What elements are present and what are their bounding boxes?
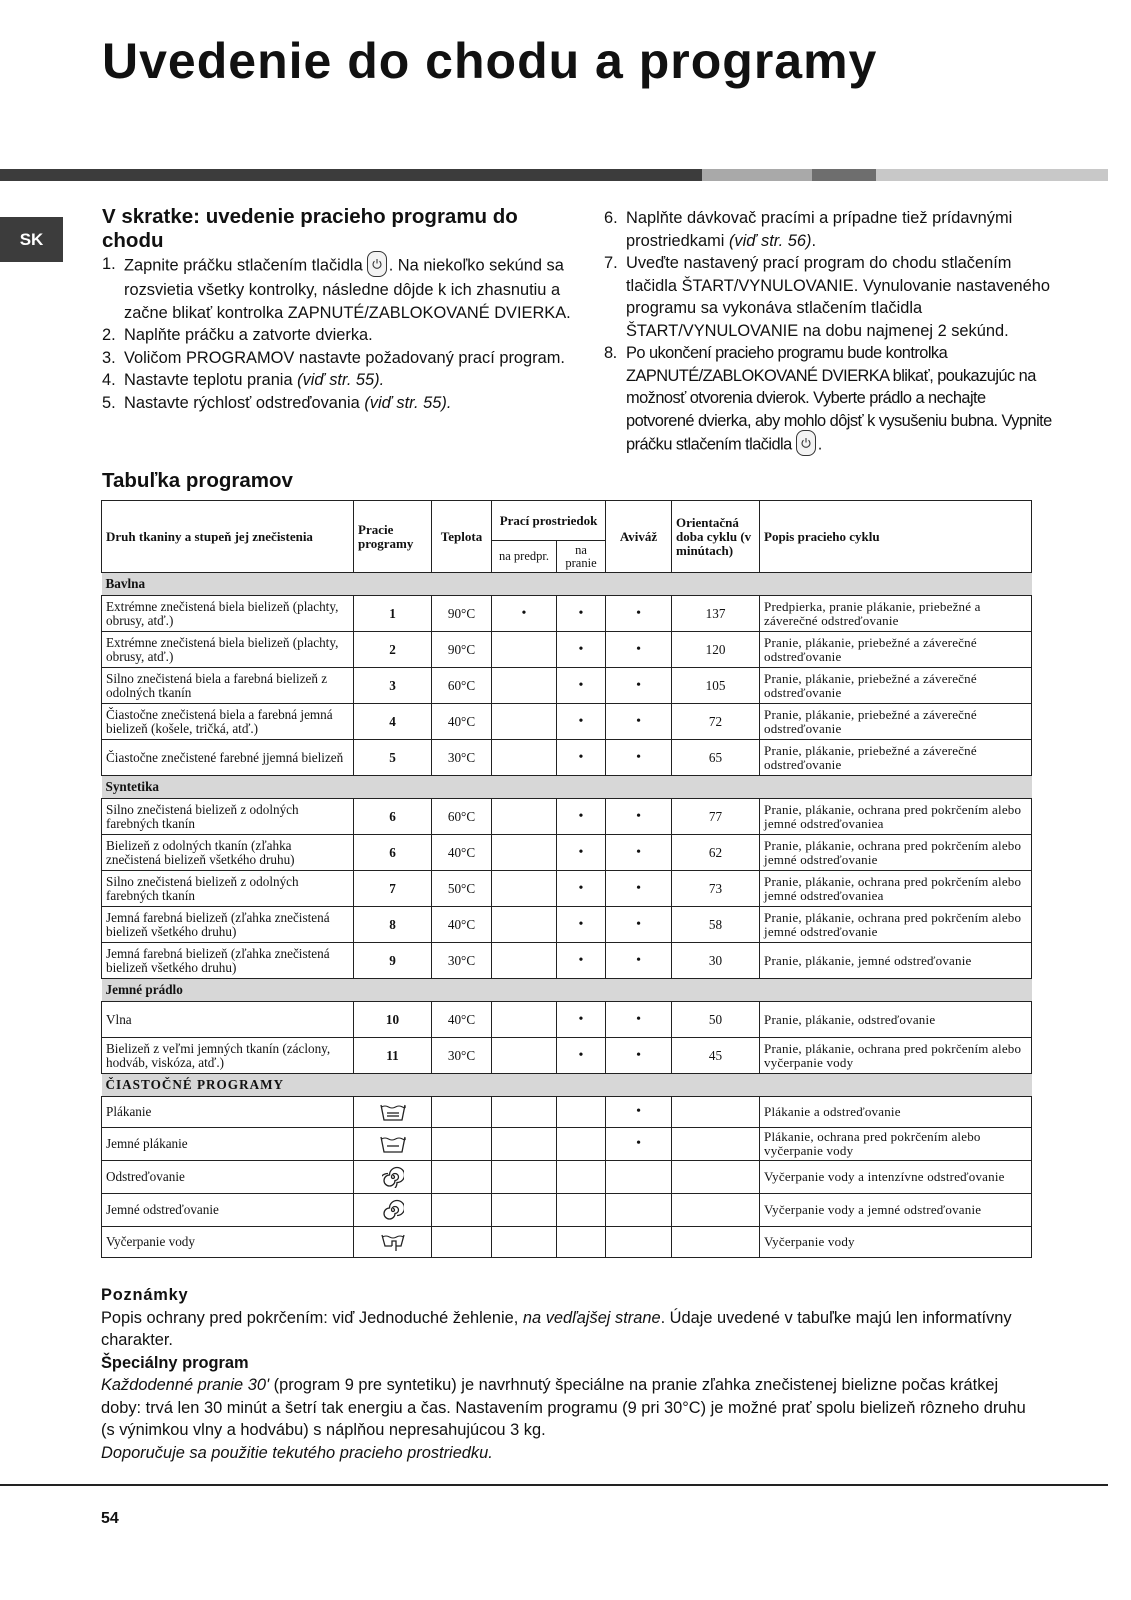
special-program-heading: Špeciálny program	[101, 1353, 249, 1372]
step-number: 7.	[604, 254, 618, 272]
wash-detergent-cell	[557, 1227, 606, 1258]
softener-cell	[606, 1194, 672, 1227]
prewash-detergent-cell	[492, 740, 557, 776]
spin-symbol-icon	[358, 1166, 427, 1188]
wash-detergent-cell: •	[557, 835, 606, 871]
fabric-cell: Jemná farebná bielizeň (zľahka znečistená bielizeň všetkého druhu)	[102, 907, 354, 943]
program-number-cell: 2	[354, 632, 432, 668]
program-symbol-cell	[354, 1161, 432, 1194]
intro-heading: V skratke: uvedenie pracieho programu do chodu	[102, 205, 518, 252]
cycle-description-cell: Predpierka, pranie plákanie, priebežné a záverečné odstreďovanie	[760, 596, 1032, 632]
softener-cell: •	[606, 835, 672, 871]
intro-right-column	[604, 207, 1054, 458]
program-number-cell: 10	[354, 1002, 432, 1038]
step-number: 1.	[102, 255, 116, 273]
cycle-description-cell: Pranie, plákanie, ochrana pred pokrčením alebo jemné odstreďovaniea	[760, 799, 1032, 835]
cycle-description-cell: Vyčerpanie vody a jemné odstreďovanie	[760, 1194, 1032, 1227]
temperature-cell	[432, 1097, 492, 1128]
softener-cell: •	[606, 596, 672, 632]
temperature-cell: 50°C	[432, 871, 492, 907]
softener-cell: •	[606, 1002, 672, 1038]
wash-detergent-cell	[557, 1128, 606, 1161]
special-program-text	[101, 1374, 1036, 1442]
table-row	[102, 1038, 1032, 1074]
table-row	[102, 1194, 1032, 1227]
prewash-detergent-cell	[492, 1038, 557, 1074]
fabric-cell: Čiastočne znečistená biela a farebná jemná bielizeň (košele, tričká, atď.)	[102, 704, 354, 740]
temperature-cell	[432, 1128, 492, 1161]
softener-cell: •	[606, 1097, 672, 1128]
header-fabric: Druh tkaniny a stupeň jej znečistenia	[102, 501, 354, 573]
wash-detergent-cell: •	[557, 596, 606, 632]
header-detergent: Prací prostriedok	[492, 501, 606, 541]
footer-rule	[0, 1484, 1108, 1486]
notes-text-b: . Údaje uvedené v tabuľke majú len informatívny charakter.	[101, 1308, 1012, 1349]
header-rule-mid	[812, 169, 876, 181]
prewash-detergent-cell	[492, 704, 557, 740]
step-number: 6.	[604, 209, 618, 227]
fabric-cell: Bielizeň z veľmi jemných tkanín (záclony, hodváb, viskóza, atď.)	[102, 1038, 354, 1074]
step-text: Nastavte teplotu prania	[124, 371, 298, 389]
duration-cell: 72	[672, 704, 760, 740]
softener-cell: •	[606, 1128, 672, 1161]
temperature-cell: 60°C	[432, 799, 492, 835]
temperature-cell: 30°C	[432, 943, 492, 979]
power-button-icon	[796, 430, 816, 456]
header-detergent-prewash: na predpr.	[492, 541, 557, 573]
temperature-cell: 90°C	[432, 632, 492, 668]
header-description: Popis pracieho cyklu	[760, 501, 1032, 573]
program-number-cell: 6	[354, 799, 432, 835]
special-program-name: Každodenné pranie 30'	[101, 1376, 270, 1394]
cycle-description-cell: Pranie, plákanie, ochrana pred pokrčením alebo jemné odstreďovaniea	[760, 871, 1032, 907]
table-row	[102, 1128, 1032, 1161]
duration-cell	[672, 1194, 760, 1227]
program-symbol-cell	[354, 1128, 432, 1161]
wash-detergent-cell: •	[557, 907, 606, 943]
duration-cell: 73	[672, 871, 760, 907]
table-row	[102, 1161, 1032, 1194]
fabric-cell: Jemné plákanie	[102, 1128, 354, 1161]
header-rule-dark	[0, 169, 702, 181]
gentle-rinse-symbol-icon	[358, 1134, 427, 1154]
temperature-cell: 40°C	[432, 1002, 492, 1038]
duration-cell: 137	[672, 596, 760, 632]
cycle-description-cell: Pranie, plákanie, priebežné a záverečné odstreďovanie	[760, 704, 1032, 740]
wash-detergent-cell: •	[557, 943, 606, 979]
intro-step-5	[102, 392, 572, 415]
recommendation-text: Doporučuje sa použitie tekutého pracieho prostriedku.	[101, 1443, 493, 1462]
prewash-detergent-cell	[492, 1227, 557, 1258]
page-reference: (viď str. 55).	[364, 393, 452, 412]
section-name: Bavlna	[102, 573, 1032, 596]
softener-cell: •	[606, 907, 672, 943]
temperature-cell: 60°C	[432, 668, 492, 704]
step-number: 8.	[604, 344, 617, 362]
table-row	[102, 632, 1032, 668]
temperature-cell: 40°C	[432, 907, 492, 943]
special-program-recommendation	[101, 1442, 1036, 1465]
duration-cell: 120	[672, 632, 760, 668]
page-reference: (viď str. 55).	[297, 371, 385, 389]
cycle-description-cell: Plákanie a odstreďovanie	[760, 1097, 1032, 1128]
prewash-detergent-cell	[492, 799, 557, 835]
program-number-cell: 11	[354, 1038, 432, 1074]
step-text: Voličom PROGRAMOV nastavte požadovaný prací program.	[124, 348, 565, 367]
program-symbol-cell	[354, 1227, 432, 1258]
drain-symbol-icon	[358, 1232, 427, 1252]
notes-text-em: na vedľajšej strane	[522, 1308, 661, 1327]
wash-detergent-cell: •	[557, 799, 606, 835]
table-row	[102, 799, 1032, 835]
intro-step-8	[604, 342, 1054, 458]
wash-detergent-cell: •	[557, 871, 606, 907]
intro-step-6	[604, 207, 1054, 252]
header-rule-pale	[876, 169, 1108, 181]
table-row	[102, 871, 1032, 907]
cycle-description-cell: Pranie, plákanie, odstreďovanie	[760, 1002, 1032, 1038]
notes-section	[101, 1284, 1036, 1464]
fabric-cell: Silno znečistená bielizeň z odolných farebných tkanín	[102, 799, 354, 835]
step-text: Po ukončení pracieho programu bude kontrolka ZAPNUTÉ/ZABLOKOVANÉ DVIERKA blikať, poukazujúc na možnosť otvorenia dvierok. Vyberte prádlo a nechajte potvorené dvierka, aby mohlo dôjsť k vysušeniu bubna. Vypnite práčku stlačením tlačidla	[626, 344, 1052, 454]
rinse-symbol-icon	[358, 1102, 427, 1122]
wash-detergent-cell: •	[557, 632, 606, 668]
softener-cell: •	[606, 740, 672, 776]
cycle-description-cell: Plákanie, ochrana pred pokrčením alebo vyčerpanie vody	[760, 1128, 1032, 1161]
header-softener: Aviváž	[606, 501, 672, 573]
page-number: 54	[101, 1510, 119, 1527]
language-tab: SK	[0, 217, 63, 262]
step-text: Uveďte nastavený prací program do chodu stlačením tlačidla ŠTART/VYNULOVANIE. Vynulovanie nastaveného programu sa vykonáva stlačením tlačidla ŠTART/VYNULOVANIE na dobu najmenej 2 sekúnd.	[626, 254, 1050, 340]
softener-cell: •	[606, 799, 672, 835]
softener-cell: •	[606, 668, 672, 704]
program-number-cell: 8	[354, 907, 432, 943]
temperature-cell: 30°C	[432, 1038, 492, 1074]
page-title: Uvedenie do chodu a programy	[102, 33, 878, 89]
duration-cell: 50	[672, 1002, 760, 1038]
header-temperature: Teplota	[432, 501, 492, 573]
step-text: Naplňte práčku a zatvorte dvierka.	[124, 326, 373, 344]
softener-cell	[606, 1227, 672, 1258]
prewash-detergent-cell	[492, 1161, 557, 1194]
softener-cell	[606, 1161, 672, 1194]
wash-detergent-cell	[557, 1194, 606, 1227]
fabric-cell: Silno znečistená biela a farebná bielizeň z odolných tkanín	[102, 668, 354, 704]
temperature-cell: 40°C	[432, 835, 492, 871]
wash-detergent-cell: •	[557, 740, 606, 776]
fabric-cell: Jemná farebná bielizeň (zľahka znečistená bielizeň všetkého druhu)	[102, 943, 354, 979]
program-table-body	[102, 573, 1032, 1258]
fabric-cell: Vlna	[102, 1002, 354, 1038]
prewash-detergent-cell	[492, 632, 557, 668]
table-row	[102, 704, 1032, 740]
table-section-row	[102, 1074, 1032, 1097]
notes-text	[101, 1307, 1036, 1352]
temperature-cell: 30°C	[432, 740, 492, 776]
fabric-cell: Jemné odstreďovanie	[102, 1194, 354, 1227]
table-row	[102, 740, 1032, 776]
cycle-description-cell: Pranie, plákanie, priebežné a záverečné odstreďovanie	[760, 668, 1032, 704]
step-number: 3.	[102, 348, 116, 367]
duration-cell	[672, 1227, 760, 1258]
step-text: . Na niekoľko sekúnd sa rozsvietia všetky kontrolky, následne dôjde k ich zhasnutiu a začne blikať kontrolka ZAPNUTÉ/ZABLOKOVANÉ DVIERKA.	[124, 256, 571, 322]
notes-text-a: Popis ochrany pred pokrčením: viď Jednoduché žehlenie,	[101, 1308, 523, 1327]
prewash-detergent-cell	[492, 1097, 557, 1128]
fabric-cell: Odstreďovanie	[102, 1161, 354, 1194]
table-row	[102, 1227, 1032, 1258]
wash-detergent-cell: •	[557, 668, 606, 704]
fabric-cell: Bielizeň z odolných tkanín (zľahka znečistená bielizeň všetkého druhu)	[102, 835, 354, 871]
prewash-detergent-cell	[492, 835, 557, 871]
intro-step-2	[102, 324, 572, 347]
cycle-description-cell: Pranie, plákanie, ochrana pred pokrčením alebo vyčerpanie vody	[760, 1038, 1032, 1074]
duration-cell	[672, 1161, 760, 1194]
power-button-icon	[367, 251, 387, 277]
special-program-description: (program 9 pre syntetiku) je navrhnutý špeciálne na pranie zľahka znečistenej bielizne počas krátkej doby: trvá len 30 minút a šetrí tak energiu a čas. Nastavením programu (9 pri 30°C) je možné prať spolu bielizeň rôzneho druhu (s výnimkou vlny a hodvábu) s náplňou nepresahujúcou 3 kg.	[101, 1376, 1026, 1439]
temperature-cell	[432, 1194, 492, 1227]
step-text: Naplňte dávkovač pracími a prípadne tiež prídavnými prostriedkami	[626, 209, 1013, 250]
prewash-detergent-cell	[492, 1194, 557, 1227]
program-number-cell: 3	[354, 668, 432, 704]
intro-steps-left	[102, 253, 572, 414]
duration-cell: 58	[672, 907, 760, 943]
prewash-detergent-cell	[492, 1002, 557, 1038]
duration-cell: 30	[672, 943, 760, 979]
fabric-cell: Čiastočne znečistené farebné jjemná bielizeň	[102, 740, 354, 776]
duration-cell: 105	[672, 668, 760, 704]
fabric-cell: Vyčerpanie vody	[102, 1227, 354, 1258]
intro-steps-right	[604, 207, 1054, 458]
table-row	[102, 1097, 1032, 1128]
cycle-description-cell: Pranie, plákanie, ochrana pred pokrčením alebo jemné odstreďovanie	[760, 835, 1032, 871]
program-number-cell: 9	[354, 943, 432, 979]
duration-cell	[672, 1097, 760, 1128]
cycle-description-cell: Pranie, plákanie, priebežné a záverečné odstreďovanie	[760, 740, 1032, 776]
step-text: .	[817, 435, 822, 454]
step-text: Nastavte rýchlosť odstreďovania	[124, 393, 365, 412]
prewash-detergent-cell	[492, 943, 557, 979]
fabric-cell: Extrémne znečistená biela bielizeň (plachty, obrusy, atď.)	[102, 596, 354, 632]
table-title: Tabuľka programov	[102, 469, 293, 492]
wash-detergent-cell: •	[557, 704, 606, 740]
prewash-detergent-cell	[492, 907, 557, 943]
program-number-cell: 1	[354, 596, 432, 632]
intro-step-7	[604, 252, 1054, 342]
step-number: 5.	[102, 393, 116, 412]
cycle-description-cell: Pranie, plákanie, ochrana pred pokrčením alebo jemné odstreďovanie	[760, 907, 1032, 943]
section-name: Syntetika	[102, 776, 1032, 799]
program-symbol-cell	[354, 1194, 432, 1227]
duration-cell: 77	[672, 799, 760, 835]
temperature-cell	[432, 1227, 492, 1258]
prewash-detergent-cell	[492, 1128, 557, 1161]
fabric-cell: Plákanie	[102, 1097, 354, 1128]
prewash-detergent-cell: •	[492, 596, 557, 632]
fabric-cell: Silno znečistená bielizeň z odolných farebných tkanín	[102, 871, 354, 907]
header-detergent-wash: na pranie	[557, 541, 606, 573]
header-rule-light	[702, 169, 812, 181]
table-row	[102, 943, 1032, 979]
duration-cell: 45	[672, 1038, 760, 1074]
duration-cell: 65	[672, 740, 760, 776]
header-duration: Orientačná doba cyklu (v minútach)	[672, 501, 760, 573]
step-number: 2.	[102, 326, 116, 344]
table-row	[102, 596, 1032, 632]
header-rule-bar	[0, 169, 1108, 181]
program-number-cell: 4	[354, 704, 432, 740]
softener-cell: •	[606, 943, 672, 979]
cycle-description-cell: Pranie, plákanie, jemné odstreďovanie	[760, 943, 1032, 979]
fabric-cell: Extrémne znečistená biela bielizeň (plachty, obrusy, atď.)	[102, 632, 354, 668]
intro-step-1	[102, 253, 572, 324]
table-row	[102, 668, 1032, 704]
softener-cell: •	[606, 632, 672, 668]
header-programs: Pracie programy	[354, 501, 432, 573]
table-row	[102, 907, 1032, 943]
cycle-description-cell: Vyčerpanie vody a intenzívne odstreďovanie	[760, 1161, 1032, 1194]
wash-detergent-cell	[557, 1097, 606, 1128]
intro-step-3	[102, 347, 572, 370]
prewash-detergent-cell	[492, 668, 557, 704]
prewash-detergent-cell	[492, 871, 557, 907]
wash-detergent-cell	[557, 1161, 606, 1194]
table-section-row	[102, 776, 1032, 799]
intro-step-4	[102, 369, 572, 392]
program-symbol-cell	[354, 1097, 432, 1128]
softener-cell: •	[606, 1038, 672, 1074]
softener-cell: •	[606, 871, 672, 907]
softener-cell: •	[606, 704, 672, 740]
gentle-spin-symbol-icon	[358, 1199, 427, 1221]
duration-cell	[672, 1128, 760, 1161]
page-reference: (viď str. 56)	[728, 231, 812, 250]
section-name: ČIASTOČNÉ PROGRAMY	[102, 1074, 1032, 1097]
program-number-cell: 6	[354, 835, 432, 871]
step-text-tail: .	[811, 231, 816, 250]
duration-cell: 62	[672, 835, 760, 871]
table-row	[102, 835, 1032, 871]
temperature-cell: 40°C	[432, 704, 492, 740]
program-table	[101, 500, 1032, 1258]
cycle-description-cell: Pranie, plákanie, priebežné a záverečné odstreďovanie	[760, 632, 1032, 668]
cycle-description-cell: Vyčerpanie vody	[760, 1227, 1032, 1258]
table-section-row	[102, 573, 1032, 596]
notes-heading: Poznámky	[101, 1286, 189, 1304]
wash-detergent-cell: •	[557, 1038, 606, 1074]
table-section-row	[102, 979, 1032, 1002]
table-row	[102, 1002, 1032, 1038]
temperature-cell	[432, 1161, 492, 1194]
temperature-cell: 90°C	[432, 596, 492, 632]
section-name: Jemné prádlo	[102, 979, 1032, 1002]
intro-left-column	[102, 205, 572, 414]
program-number-cell: 5	[354, 740, 432, 776]
step-number: 4.	[102, 371, 116, 389]
wash-detergent-cell: •	[557, 1002, 606, 1038]
step-text: Zapnite práčku stlačením tlačidla	[124, 256, 363, 275]
program-number-cell: 7	[354, 871, 432, 907]
